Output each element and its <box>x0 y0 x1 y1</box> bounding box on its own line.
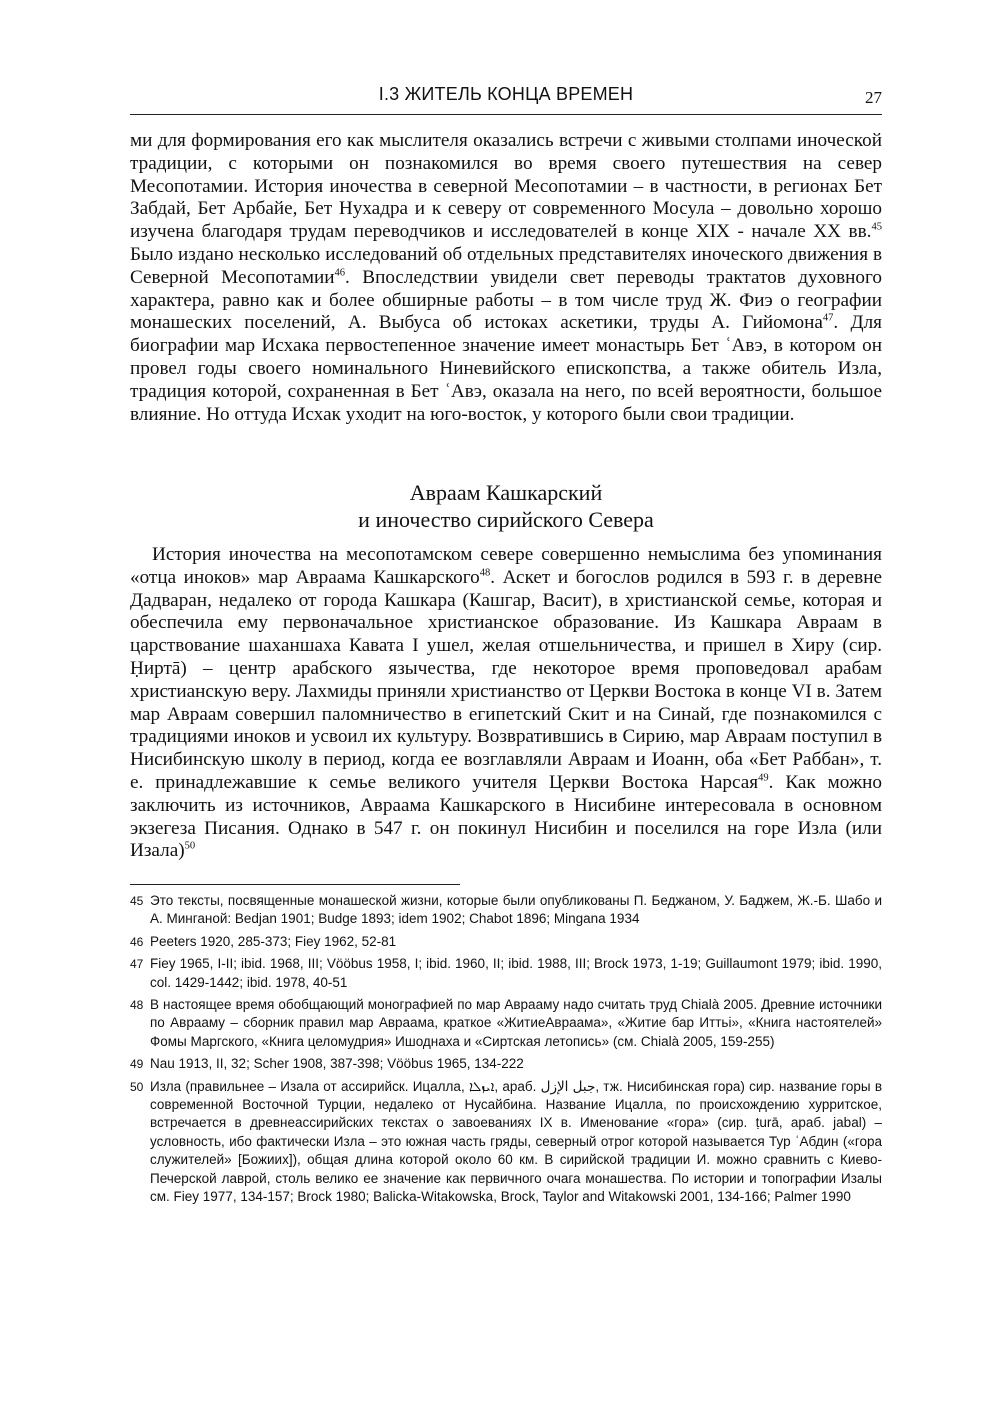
footnote-ref[interactable]: 45 <box>871 221 882 233</box>
footnote <box>130 892 882 929</box>
section-body <box>130 544 882 863</box>
footnote-number: 47 <box>130 957 144 972</box>
footnote <box>130 1055 882 1073</box>
footnote-ref[interactable]: 48 <box>479 567 491 579</box>
section-title <box>130 479 882 533</box>
page-number: 27 <box>865 88 882 107</box>
footnote-number: 45 <box>130 894 144 908</box>
footnote-ref[interactable]: 47 <box>822 312 834 324</box>
footnote-number: 50 <box>130 1079 144 1094</box>
page-header <box>130 84 882 115</box>
footnotes <box>130 892 882 1211</box>
paragraph: История иночества на месопотамском севере совершенно немыслима без упоминания «отца иноков» мар Авраама Кашкарского$^{48}$. Аскет и богослов родился в 593 г. в деревне Дадваран, недалеко от города Кашкара (Кашгар, Васит), в христианской семье, которая и обеспечила ему первоначальное христианское образование. Из Кашкара Авраам в царствование шаханшаха Кавата I ушел, желая отшельничества, и пришел в Хиру (сир. Ḥиртā) – центр арабского язычества, где некоторое время проповедовал арабам христианскую веру. Лахмиды приняли христианство от Церкви Востока в конце VI в. Затем мар Авраам совершил паломничество в египетский Скит и на Синай, где познакомился с традициями иноков и усвоил их культуру. Возвратившись в Сирию, мар Авраам поступил в Нисибинскую школу в период, когда ее возглавляли Авраам и Иоанн, оба «Бет Раббан», т. е. принадлежавшие к семье великого учителя Церкви Востока Нарсая$^{49}$. Как можно заключить из источников, Авраама Кашкарского в Нисибине интересовала в основном экзегеза Писания. Однако в 547 г. он покинул Нисибин и поселился на горе Изла (или Изала)$^{50}$ <box>130 544 883 862</box>
footnote <box>130 955 882 992</box>
paragraph: ми для формирования его как мыслителя оказались встречи с живыми столпами иноческой традиции, с которыми он познакомился во время своего путешествия на север Месопотамии. История иночества в северной Месопотамии – в частности, в регионах Бет Забдай, Бет Арбайе, Бет Нухадра и к северу от современного Мосула – довольно хорошо изучена благодаря трудам переводчиков и исследователей в конце XIX - начале XX вв.$^{45}$ Было издано несколько исследований об отдельных представителях иноческого движения в Северной Месопотамии$^{46}$. Впоследствии увидели свет переводы трактатов духовного характера, равно как и более обширные работы – в том числе труд Ж. Фиэ о географии монашеских поселений, А. Выбуса об истоках аскетики, труды А. Гийомона$^{47}$. Для биографии мар Исхака первостепенное значение имеет монастырь Бет ʿАвэ, в котором он провел годы своего номинального Ниневийского епископства, а также обитель Изла, традиция которой, сохраненная в Бет ʿАвэ, оказала на него, по всей вероятности, большое влияние. Но оттуда Исхак уходит на юго-восток, у которого были свои традиции. <box>130 130 882 425</box>
footnote-ref[interactable]: 46 <box>334 267 346 279</box>
footnote-text: Это тексты, посвященные монашеской жизни, которые были опубликованы П. Беджаном, У. Баджем, Ж.-Б. Шабо и А. Минганой: Bedjan 1901; Budge 1893; idem 1902; Chabot 1896; Mingana 1934 <box>150 893 882 927</box>
footnote <box>130 996 882 1051</box>
footnote-text: Nau 1913, II, 32; Scher 1908, 387-398; Vööbus 1965, 134-222 <box>150 1056 524 1072</box>
footnote-number: 49 <box>130 1057 144 1072</box>
footnote-number: 48 <box>130 998 144 1013</box>
section-title-line-1: Авраам Кашкарский <box>409 480 603 505</box>
body-text <box>130 130 882 426</box>
footnote-number: 46 <box>130 934 144 949</box>
footnote-divider <box>130 884 460 885</box>
footnote-ref[interactable]: 49 <box>758 772 769 784</box>
footnote <box>130 933 882 951</box>
footnote <box>130 1078 882 1207</box>
running-head: I.3 ЖИТЕЛЬ КОНЦА ВРЕМЕН <box>378 84 634 104</box>
footnote-text: В настоящее время обобщающий монографией по мар Аврааму надо считать труд Chialà 2005. Древние источники по Аврааму – сборник правил мар Авраама, краткое «ЖитиеАвраама», «Житие бар Иттьі», «Книга настоятелей» Фомы Маргского, «Книга целомудрия» Ишоднаха и «Сиртская летопись» (см. Chialà 2005, 159-255) <box>150 997 882 1049</box>
section-title-line-2: и иночество сирийского Севера <box>358 507 654 532</box>
footnote-text: Изла (правильнее – Изала от ассирийск. Ицалла, ܐܝܙܠܐ, араб. جبل الإزل, тж. Нисибинская гора) сир. название горы в современной Восточной Турции, недалеко от Нусайбина. Название Ицалла, по происхождению хурритское, встречается в древнеассирийских текстах о завоеваниях IX в. Именование «гора» (сир. ṭurā, араб. jabal) – условность, ибо фактически Изла – это южная часть гряды, северный отрог которой называется Тур ʿАбдин («гора служителей» [Божиих]), общая длина которой около 60 км. В сирийской традиции И. можно сравнить с Киево-Печерской лаврой, столь велико ее значение как первичного очага монашества. По истории и топографии Изалы см. Fiey 1977, 134-157; Brock 1980; Balicka-Witakowska, Brock, Taylor and Witakowski 2001, 134-166; Palmer 1990 <box>150 1078 883 1205</box>
footnote-text: Peeters 1920, 285-373; Fiey 1962, 52-81 <box>150 933 397 949</box>
footnote-text: Fiey 1965, I-II; ibid. 1968, III; Vööbus 1958, I; ibid. 1960, II; ibid. 1988, III; Brock 1973, 1-19; Guillaumont 1979; ibid. 1990, col. 1429-1442; ibid. 1978, 40-51 <box>150 956 882 990</box>
footnote-ref[interactable]: 50 <box>184 840 196 852</box>
